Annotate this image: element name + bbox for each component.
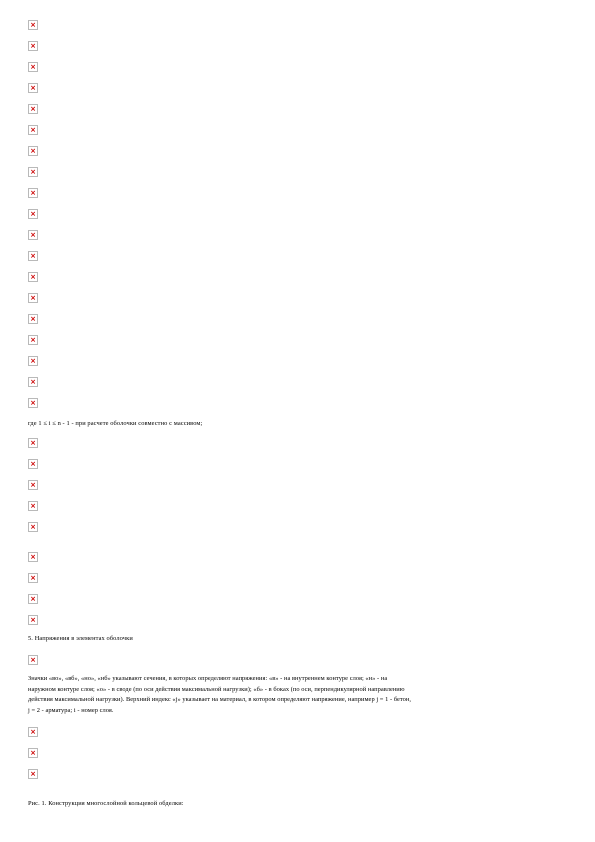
- broken-image-icon: ×: [28, 377, 38, 387]
- broken-image-icon: ×: [28, 293, 38, 303]
- broken-image-icon: ×: [28, 522, 38, 532]
- broken-image-icon: ×: [28, 501, 38, 511]
- broken-image-icon: ×: [28, 62, 38, 72]
- broken-image-icon: ×: [28, 438, 38, 448]
- broken-image-icon: ×: [28, 20, 38, 30]
- paragraph-line: наружном контуре слоя; «о» - в своде (по оси действия максимальной нагрузки); «б» - в боках (по оси, перпендикулярной направлению: [28, 685, 405, 693]
- paragraph-line: Значки «во», «вб», «но», «нб» указывают сечения, в которых определяют напряжения: «в» - на внутреннем контуре слоя; «н» - на: [28, 675, 388, 682]
- broken-image-icon: ×: [28, 356, 38, 366]
- paragraph-line: действия максимальной нагрузки). Верхний индекс «j» указывает на материал, в котором определяют напряжение, например j = 1 - бетон,: [28, 696, 412, 703]
- broken-image-icon: ×: [28, 655, 38, 665]
- paragraph-line: j = 2 - арматура; i - номер слоя.: [28, 706, 114, 714]
- broken-image-icon: ×: [28, 573, 38, 583]
- broken-image-icon: ×: [28, 314, 38, 324]
- broken-image-icon: ×: [28, 251, 38, 261]
- broken-image-icon: ×: [28, 167, 38, 177]
- where-clause-text: где 1 ≤ i ≤ n - 1 - при расчете оболочки совместно с массивом;: [28, 420, 203, 427]
- broken-image-icon: ×: [28, 727, 38, 737]
- broken-image-icon: ×: [28, 104, 38, 114]
- broken-image-icon: ×: [28, 146, 38, 156]
- broken-image-icon: ×: [28, 272, 38, 282]
- broken-image-icon: ×: [28, 398, 38, 408]
- figure-caption: Рис. 1. Конструкция многослойной кольцевой обделки:: [28, 800, 184, 807]
- broken-image-icon: ×: [28, 125, 38, 135]
- indices-paragraph: [28, 674, 570, 716]
- broken-image-icon: ×: [28, 209, 38, 219]
- broken-image-icon: ×: [28, 41, 38, 51]
- broken-image-icon: ×: [28, 615, 38, 625]
- broken-image-icon: ×: [28, 480, 38, 490]
- broken-image-icon: ×: [28, 552, 38, 562]
- broken-image-icon: ×: [28, 188, 38, 198]
- broken-image-icon: ×: [28, 83, 38, 93]
- broken-image-icon: ×: [28, 748, 38, 758]
- broken-image-icon: ×: [28, 769, 38, 779]
- broken-image-icon: ×: [28, 594, 38, 604]
- broken-image-icon: ×: [28, 335, 38, 345]
- broken-image-icon: ×: [28, 459, 38, 469]
- section-heading: 5. Напряжения в элементах оболочки: [28, 635, 133, 642]
- broken-image-icon: ×: [28, 230, 38, 240]
